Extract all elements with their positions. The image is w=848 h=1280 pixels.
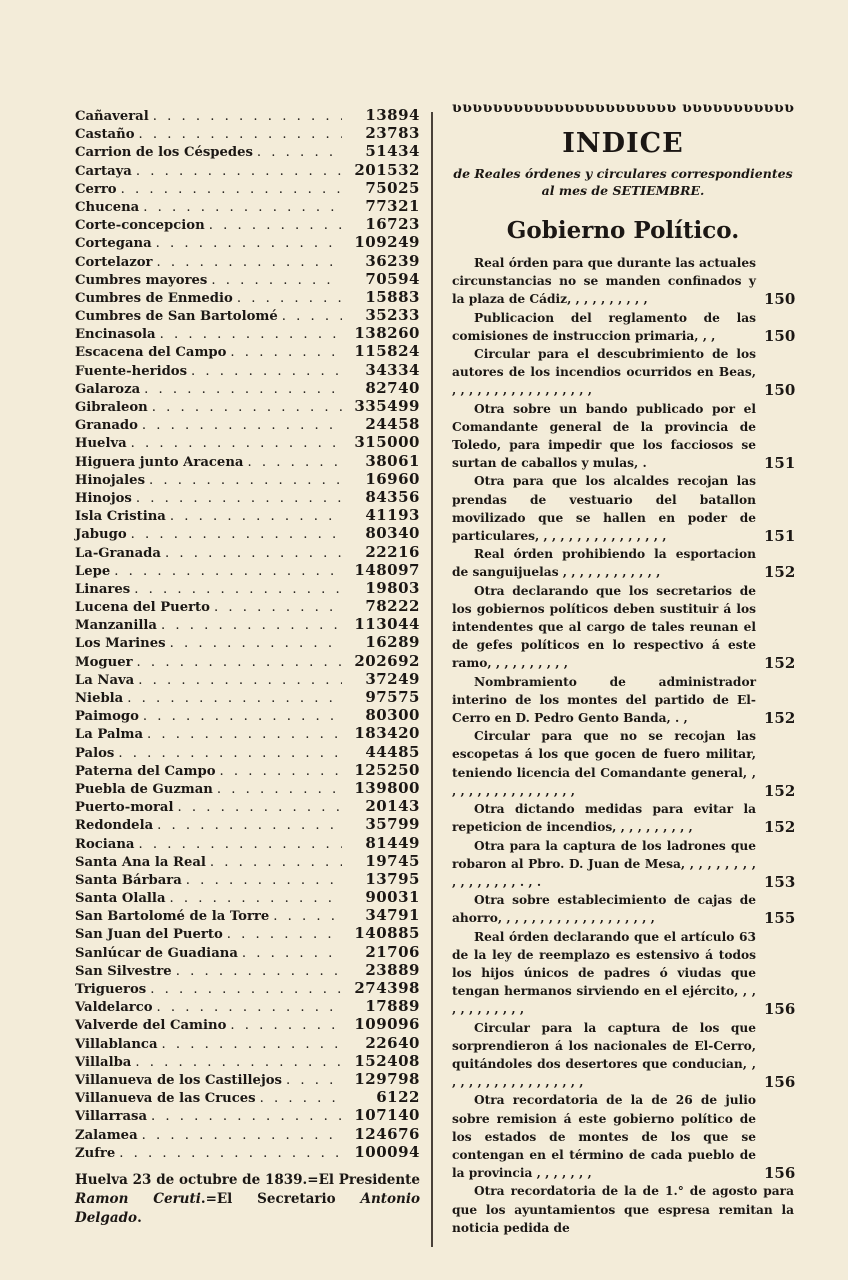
town-name: Trigueros [75, 982, 147, 997]
signature-text: .=El Secretario [200, 1190, 336, 1207]
entry-text: Circular para el descubrimiento de los autores de los incendios ocurridos en Beas, , , , , , , , , , , , , , , , , , [452, 347, 756, 398]
leader-dots [162, 1036, 342, 1054]
town-value: 183420 [354, 724, 420, 743]
town-value: 15883 [365, 287, 420, 306]
leader-dots [230, 344, 342, 362]
town-value: 129798 [354, 1069, 420, 1088]
table-row [75, 633, 420, 651]
index-entry [452, 727, 794, 800]
leader-dots [139, 126, 343, 144]
town-value: 80300 [365, 706, 420, 725]
table-row [75, 961, 420, 979]
town-value: 19803 [365, 578, 420, 597]
leader-dots [119, 1145, 342, 1163]
table-row [75, 452, 420, 470]
table-row [75, 670, 420, 688]
town-name: Granado [75, 418, 138, 434]
table-row [75, 561, 420, 579]
entry-page-number: 151 [764, 527, 796, 546]
table-row [75, 397, 420, 415]
entry-text: Otra sobre un bando publicado por el Comandante general de la provincia de Toledo, para impedir que los facciosos se surtan de caballos y mulas, . [452, 401, 756, 471]
entry-page-number: 150 [764, 326, 796, 345]
entry-page-number: 153 [764, 872, 796, 891]
leader-dots [143, 199, 342, 217]
town-value: 139800 [354, 778, 420, 797]
town-value: 84356 [365, 487, 420, 506]
entry-text: Real órden prohibiendo la esportacion de sanguijuelas , , , , , , , , , , , , [452, 547, 756, 580]
table-row [75, 161, 420, 179]
table-row [75, 852, 420, 870]
leader-dots [151, 1108, 342, 1126]
entry-page-number: 152 [764, 818, 796, 837]
town-name: Encinasola [75, 327, 156, 343]
leader-dots [227, 926, 342, 944]
town-name: Cerro [75, 181, 117, 197]
index-entry [452, 254, 794, 309]
town-name: Hinojos [75, 490, 132, 506]
entry-text: Real órden declarando que el artículo 63 de la ley de reemplazo es estensivo á todos los hijos únicos de padres ó viudas que tengan hermanos sirviendo en el ejército, , , , , , , , , , , , [452, 929, 756, 1017]
column-divider [431, 112, 433, 1247]
leader-dots [257, 144, 342, 162]
town-name: Chucena [75, 199, 140, 215]
town-value: 41193 [365, 506, 420, 525]
town-value: 80340 [365, 524, 420, 543]
table-row [75, 797, 420, 815]
entry-page-number: 152 [764, 709, 796, 728]
town-value: 16289 [365, 633, 420, 652]
leader-dots [157, 999, 342, 1017]
entry-text: Otra para la captura de los ladrones que robaron al Pbro. D. Juan de Mesa, , , , , , , , , , , , , , , , , . , . [452, 838, 756, 889]
index-entry [452, 837, 794, 892]
entry-page-number: 156 [764, 1000, 796, 1019]
entry-page-number: 152 [764, 781, 796, 800]
table-row [75, 1034, 420, 1052]
entry-page-number: 152 [764, 654, 796, 673]
town-name: Villablanca [75, 1036, 158, 1052]
index-entry [452, 1182, 794, 1237]
town-value: 109096 [354, 1015, 420, 1034]
index-entry [452, 582, 794, 673]
town-value: 20143 [365, 797, 420, 816]
town-name: Cortegana [75, 236, 152, 252]
leader-dots [138, 672, 342, 690]
town-name: Cumbres de San Bartolomé [75, 309, 278, 325]
town-value: 124676 [354, 1124, 420, 1143]
town-value: 75025 [365, 178, 420, 197]
table-row [75, 870, 420, 888]
town-value: 13795 [365, 869, 420, 888]
entry-page-number: 156 [764, 1164, 796, 1183]
table-row [75, 361, 420, 379]
leader-dots [176, 963, 342, 981]
town-name: Huelva [75, 436, 127, 452]
table-row [75, 415, 420, 433]
signature-paragraph [75, 1171, 420, 1228]
table-row [75, 979, 420, 997]
leader-dots [170, 635, 342, 653]
president-name: Ramon Ceruti [75, 1190, 201, 1207]
entry-text: Otra dictando medidas para evitar la repeticion de incendios, , , , , , , , , , [452, 802, 756, 835]
leader-dots [136, 163, 342, 181]
town-name: Paimogo [75, 709, 139, 725]
town-name: Puerto-moral [75, 800, 174, 816]
town-value: 81449 [365, 833, 420, 852]
index-entry [452, 673, 794, 728]
town-value: 201532 [354, 160, 420, 179]
town-name: Paterna del Campo [75, 763, 216, 779]
town-value: 140885 [354, 924, 420, 943]
entry-text: Nombramiento de administrador interino de los montes del partido de El-Cerro en D. Pedro Gento Banda, . , [452, 674, 756, 726]
table-row [75, 524, 420, 542]
town-name: Cumbres mayores [75, 272, 208, 288]
town-name: Rociana [75, 836, 135, 852]
secretary-name: Antonio Delgado [75, 1190, 420, 1226]
town-value: 23889 [365, 960, 420, 979]
town-name: Villanueva de las Cruces [75, 1091, 256, 1107]
entry-text: Otra declarando que los secretarios de los gobiernos políticos deben sustituir á los intendentes que al cargo de tales reunan el de gefes políticos en lo respectivo á este ramo, , , , , , , , , , [452, 583, 756, 671]
entry-text: Otra para que los alcaldes recojan las prendas de vestuario del batallon movilizado que se hallen en poder de particulares, , , , , , , , , , , , , , , , [452, 474, 756, 544]
town-value: 152408 [354, 1051, 420, 1070]
table-row [75, 342, 420, 360]
leader-dots [214, 599, 342, 617]
table-row [75, 142, 420, 160]
town-name: Redondela [75, 818, 154, 834]
index-title: INDICE [562, 128, 684, 159]
table-row [75, 688, 420, 706]
town-name: Castaño [75, 127, 135, 143]
town-value: 138260 [354, 324, 420, 343]
index-entry [452, 928, 794, 1019]
leader-dots [118, 745, 342, 763]
town-value: 16960 [365, 469, 420, 488]
town-value: 35233 [365, 306, 420, 325]
town-name: Santa Ana la Real [75, 854, 206, 870]
entry-text: Otra recordatoria de la de 26 de julio sobre remision á este gobierno político de los estados de montes de los que se contengan en el término de cada pueblo de la provincia , , , , , , , [452, 1093, 756, 1181]
town-name: Santa Olalla [75, 891, 166, 907]
table-row [75, 233, 420, 251]
entry-page-number: 156 [764, 1073, 796, 1092]
leader-dots [160, 326, 342, 344]
town-value: 38061 [365, 451, 420, 470]
town-value: 274398 [354, 979, 420, 997]
leader-dots [114, 563, 342, 581]
town-name: Manzanilla [75, 618, 157, 634]
table-row [75, 815, 420, 833]
leader-dots [127, 690, 342, 708]
leader-dots [273, 908, 342, 926]
table-row [75, 270, 420, 288]
town-name: Valverde del Camino [75, 1018, 227, 1034]
table-row [75, 506, 420, 524]
town-name: San Silvestre [75, 963, 172, 979]
table-row [75, 1106, 420, 1124]
table-row [75, 306, 420, 324]
town-name: Cumbres de Enmedio [75, 290, 233, 306]
index-subtitle: de Reales órdenes y circulares correspondientes al mes de SETIEMBRE. [453, 166, 793, 198]
town-name: Los Marines [75, 636, 166, 652]
table-row [75, 324, 420, 342]
index-entry [452, 400, 794, 473]
leader-dots [242, 945, 342, 963]
table-row [75, 1125, 420, 1143]
entry-page-number: 150 [764, 290, 796, 309]
town-name: Linares [75, 581, 131, 597]
leader-dots [143, 708, 342, 726]
leader-dots [165, 545, 342, 563]
table-row [75, 106, 420, 124]
town-value: 78222 [365, 597, 420, 616]
index-entry [452, 345, 794, 400]
town-value: 17889 [365, 997, 420, 1016]
leader-dots [286, 1072, 342, 1090]
town-value: 202692 [354, 651, 420, 670]
town-value: 109249 [354, 233, 420, 252]
leader-dots [247, 454, 342, 472]
town-value: 315000 [354, 433, 420, 452]
town-value: 148097 [354, 560, 420, 579]
table-row [75, 1143, 420, 1161]
table-row [75, 724, 420, 742]
leader-dots [157, 817, 342, 835]
leader-dots [156, 235, 342, 253]
index-entry [452, 800, 794, 836]
leader-dots [153, 108, 342, 126]
table-row [75, 379, 420, 397]
town-name: San Juan del Puerto [75, 927, 223, 943]
town-value: 22640 [365, 1033, 420, 1052]
town-value: 51434 [365, 142, 420, 161]
leader-dots [147, 726, 342, 744]
town-name: Gibraleon [75, 400, 148, 415]
town-value: 82740 [365, 378, 420, 397]
town-value: 19745 [365, 851, 420, 870]
entry-page-number: 150 [764, 381, 796, 400]
index-entry [452, 891, 794, 927]
leader-dots [161, 617, 342, 635]
table-row [75, 597, 420, 615]
town-name: Villalba [75, 1054, 132, 1070]
table-row [75, 252, 420, 270]
town-value: 77321 [365, 196, 420, 215]
town-value: 115824 [354, 342, 420, 361]
index-entry [452, 309, 794, 345]
entry-text: Circular para que no se recojan las escopetas á los que gocen de fuero militar, teniendo licencia del Comandante general, , , , , , , , , , , , , , , , , [452, 729, 756, 798]
leader-dots [157, 254, 342, 272]
town-value: 6122 [376, 1088, 420, 1107]
leader-dots [237, 290, 342, 308]
entry-text: Otra sobre establecimiento de cajas de ahorro, , , , , , , , , , , , , , , , , , , [452, 893, 756, 926]
table-row [75, 888, 420, 906]
town-value: 37249 [365, 669, 420, 688]
town-value: 34791 [365, 906, 420, 925]
table-row [75, 1088, 420, 1106]
table-row [75, 124, 420, 142]
leader-dots [150, 981, 342, 999]
table-row [75, 706, 420, 724]
town-name: Carrion de los Céspedes [75, 145, 253, 161]
town-value: 125250 [354, 760, 420, 779]
table-row [75, 179, 420, 197]
town-name: Lepe [75, 563, 111, 579]
town-value: 36239 [365, 251, 420, 270]
table-row [75, 761, 420, 779]
town-name: Villarrasa [75, 1109, 147, 1125]
table-row [75, 943, 420, 961]
town-value: 107140 [354, 1106, 420, 1125]
leader-dots [152, 399, 342, 417]
town-value: 34334 [365, 360, 420, 379]
town-name: Niebla [75, 691, 124, 706]
table-row [75, 433, 420, 451]
leader-dots [144, 381, 342, 399]
leader-dots [230, 1017, 342, 1035]
town-name: Villanueva de los Castillejos [75, 1072, 282, 1088]
leader-dots [142, 1127, 342, 1145]
table-row [75, 997, 420, 1015]
ornament-border: ʋʋʋʋʋʋʋʋʋʋʋʋʋʋʋʋʋʋʋʋʋʋ ʋʋʋʋʋʋʋʋʋʋʋ [452, 100, 794, 116]
town-name: Escacena del Campo [75, 345, 227, 361]
leader-dots [209, 217, 342, 235]
town-name: La Palma [75, 727, 144, 743]
signature-text: Huelva 23 de octubre de 1839.=El Presidente [75, 1171, 420, 1188]
town-value: 44485 [365, 742, 420, 761]
leader-dots [138, 836, 342, 854]
table-row [75, 924, 420, 942]
entry-text: Publicacion del reglamento de las comisiones de instruccion primaria, , , [452, 310, 756, 343]
section-title: Gobierno Político. [506, 217, 740, 244]
entry-page-number: 151 [764, 454, 796, 473]
town-value: 113044 [354, 615, 420, 634]
leader-dots [131, 435, 342, 453]
town-name: La Nava [75, 672, 135, 688]
table-row [75, 1052, 420, 1070]
leader-dots [186, 872, 342, 890]
leader-dots [219, 763, 342, 781]
table-row [75, 834, 420, 852]
town-name: Cartaya [75, 163, 132, 179]
index-entry [452, 545, 794, 581]
leader-dots [131, 526, 342, 544]
town-name: Higuera junto Aracena [75, 454, 244, 470]
town-name: Galaroza [75, 381, 141, 397]
town-name: Santa Bárbara [75, 872, 182, 888]
entry-page-number: 155 [764, 909, 796, 928]
town-name: Cortelazor [75, 254, 153, 270]
town-name: Palos [75, 745, 115, 761]
entry-page-number: 152 [764, 563, 796, 582]
leader-dots [121, 181, 342, 199]
leader-dots [282, 308, 342, 326]
index-entries [452, 254, 794, 1237]
table-row [75, 615, 420, 633]
leader-dots [177, 799, 342, 817]
town-name: Fuente-heridos [75, 363, 188, 379]
town-name: Puebla de Guzman [75, 781, 213, 797]
leader-dots [211, 272, 342, 290]
town-value: 335499 [354, 397, 420, 415]
town-name: Lucena del Puerto [75, 600, 210, 616]
table-row [75, 743, 420, 761]
town-name: Hinojales [75, 472, 145, 488]
town-value: 21706 [365, 942, 420, 961]
leader-dots [136, 490, 342, 508]
table-row [75, 197, 420, 215]
town-value: 35799 [365, 815, 420, 834]
entry-text: Circular para la captura de los que sorprendieron á los nacionales de El-Cerro, quitándoles dos desertores que conducian, , , , , , , , , , , , , , , , , , [452, 1020, 756, 1090]
table-row [75, 215, 420, 233]
table-row [75, 470, 420, 488]
leader-dots [191, 363, 342, 381]
town-name: Valdelarco [75, 1000, 153, 1016]
signature-text: . [137, 1209, 142, 1226]
leader-dots [170, 508, 342, 526]
town-name: San Bartolomé de la Torre [75, 909, 270, 925]
entry-text: Otra recordatoria de la de 1.° de agosto para que los ayuntamientos que espresa remitan la noticia pedida de [452, 1184, 794, 1235]
town-value: 23783 [365, 124, 420, 143]
town-value: 13894 [365, 106, 420, 124]
town-name: Jabugo [75, 527, 127, 543]
town-name: Moguer [75, 654, 133, 670]
table-row [75, 579, 420, 597]
town-value: 100094 [354, 1142, 420, 1161]
town-name: Zalamea [75, 1127, 138, 1143]
leader-dots [134, 581, 342, 599]
town-value: 90031 [365, 888, 420, 907]
town-name: Isla Cristina [75, 509, 166, 525]
index-column [452, 100, 794, 1237]
index-entry [452, 1019, 794, 1092]
town-name: Sanlúcar de Guadiana [75, 945, 238, 961]
leader-dots [217, 781, 342, 799]
town-value: 22216 [365, 542, 420, 561]
table-row [75, 288, 420, 306]
leader-dots [260, 1090, 342, 1108]
entry-text: Real órden para que durante las actuales circunstancias no se manden confinados y la plaza de Cádiz, , , , , , , , , , [452, 256, 756, 307]
town-value: 70594 [365, 269, 420, 288]
index-entry [452, 1091, 794, 1182]
town-name: Cañaveral [75, 109, 149, 124]
leader-dots [210, 854, 342, 872]
leader-dots [149, 472, 342, 490]
table-row [75, 1070, 420, 1088]
towns-list [75, 106, 420, 1228]
town-name: La-Granada [75, 545, 161, 561]
table-row [75, 779, 420, 797]
town-name: Corte-concepcion [75, 218, 205, 234]
town-value: 97575 [365, 688, 420, 706]
town-name: Zufre [75, 1145, 116, 1161]
leader-dots [137, 654, 342, 672]
table-row [75, 1015, 420, 1033]
table-row [75, 488, 420, 506]
index-entry [452, 472, 794, 545]
table-row [75, 906, 420, 924]
town-value: 16723 [365, 215, 420, 234]
town-value: 24458 [365, 415, 420, 434]
leader-dots [142, 417, 342, 435]
table-row [75, 652, 420, 670]
leader-dots [170, 890, 343, 908]
leader-dots [135, 1054, 342, 1072]
table-row [75, 543, 420, 561]
